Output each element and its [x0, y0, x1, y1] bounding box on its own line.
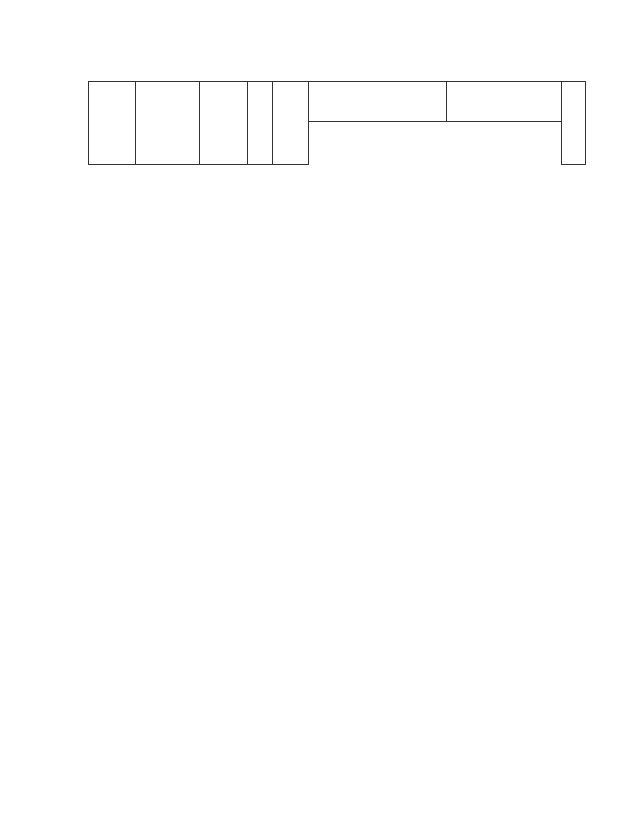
- col-header-family: [89, 82, 136, 165]
- col-header-solvent: [273, 82, 309, 165]
- col-header-references: [562, 82, 586, 165]
- col-header-gram-negative: [309, 82, 447, 122]
- col-header-part: [248, 82, 273, 165]
- col-header-vernacular: [200, 82, 248, 165]
- antibacterial-activity-table: [88, 81, 586, 165]
- running-header: [88, 65, 583, 81]
- col-header-gram-positive: [447, 82, 562, 122]
- col-header-scientific: [136, 82, 200, 165]
